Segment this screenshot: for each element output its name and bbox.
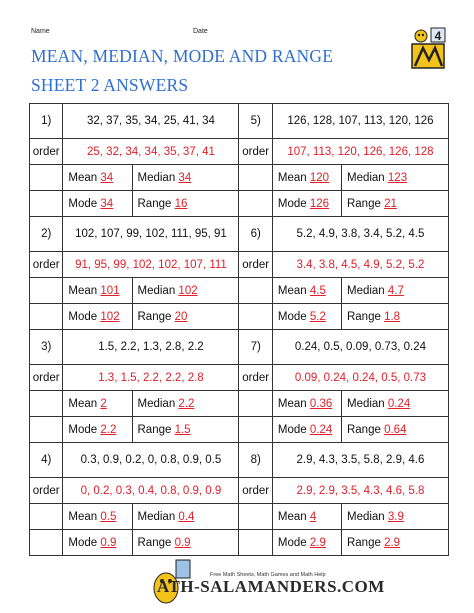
median-label: Median [346,397,385,410]
blank-cell [239,165,272,191]
range-cell [132,191,239,217]
blank-cell [30,165,63,191]
problem-number: 4) [30,443,63,478]
range-label: Range [137,536,172,549]
range-label: Range [346,536,381,549]
problem-row-data [30,104,449,139]
mean-cell [63,504,132,530]
ordered-data: 0.09, 0.24, 0.24, 0.5, 0.73 [272,365,448,391]
problem-row-data [30,330,449,365]
problem-data: 0.3, 0.9, 0.2, 0, 0.8, 0.9, 0.5 [63,443,239,478]
blank-cell [30,191,63,217]
problem-data: 0.24, 0.5, 0.09, 0.73, 0.24 [272,330,448,365]
blank-cell [30,391,63,417]
mode-answer: 34 [100,197,114,210]
range-answer: 1.8 [384,310,401,323]
median-label: Median [137,284,176,297]
mean-cell [272,504,341,530]
median-cell [132,391,239,417]
mean-cell [63,278,132,304]
mode-label: Mode [277,423,307,436]
range-cell [132,417,239,443]
mean-answer: 120 [309,171,330,184]
problem-row-data [30,217,449,252]
mean-answer: 4 [309,510,317,523]
problem-number: 8) [239,443,272,478]
problem-number: 3) [30,330,63,365]
median-answer: 0.4 [178,510,195,523]
footer-tagline: Free Math Sheets, Math Games and Math Help [210,572,326,578]
mode-label: Mode [277,197,307,210]
mean-answer: 4.5 [309,284,326,297]
mean-label: Mean [277,510,307,523]
problem-row-order [30,139,449,165]
mode-answer: 5.2 [309,310,326,323]
mean-cell [272,165,341,191]
answer-table [29,103,449,556]
median-answer: 3.9 [387,510,404,523]
mode-cell [272,417,341,443]
range-label: Range [346,423,381,436]
mode-cell [272,191,341,217]
ordered-data: 1.3, 1.5, 2.2, 2.2, 2.8 [63,365,239,391]
date-label: Date [193,28,208,35]
problem-number: 5) [239,104,272,139]
problem-number: 7) [239,330,272,365]
range-answer: 16 [174,197,188,210]
mode-cell [272,304,341,330]
order-label: order [30,252,63,278]
ordered-data: 25, 32, 34, 34, 35, 37, 41 [63,139,239,165]
ordered-data: 0, 0.2, 0.3, 0.4, 0.8, 0.9, 0.9 [63,478,239,504]
mean-label: Mean [68,510,98,523]
mode-cell [63,191,132,217]
mean-label: Mean [277,284,307,297]
problem-row-meanmed [30,391,449,417]
blank-cell [239,504,272,530]
range-label: Range [137,197,172,210]
range-answer: 2.9 [384,536,401,549]
salamander-grade-4-logo-icon [409,26,447,70]
mean-cell [63,165,132,191]
median-cell [341,165,448,191]
name-label: Name [31,28,50,35]
mean-answer: 34 [100,171,114,184]
mode-answer: 2.9 [309,536,326,549]
range-answer: 21 [384,197,397,210]
median-answer: 34 [178,171,192,184]
problem-row-order [30,365,449,391]
mode-label: Mode [68,423,98,436]
median-answer: 4.7 [387,284,404,297]
range-cell [341,304,448,330]
blank-cell [239,191,272,217]
mean-answer: 0.36 [309,397,333,410]
mode-label: Mode [277,310,307,323]
ordered-data: 91, 95, 99, 102, 102, 107, 111 [63,252,239,278]
median-cell [132,278,239,304]
problem-data: 102, 107, 99, 102, 111, 95, 91 [63,217,239,252]
range-cell [341,191,448,217]
median-answer: 123 [387,171,408,184]
problem-data: 126, 128, 107, 113, 120, 126 [272,104,448,139]
range-answer: 0.9 [174,536,191,549]
order-label: order [239,252,272,278]
mode-cell [63,417,132,443]
mode-answer: 126 [309,197,330,210]
mean-answer: 0.5 [100,510,117,523]
order-label: order [30,478,63,504]
mean-label: Mean [277,171,307,184]
blank-cell [30,278,63,304]
mean-label: Mean [68,171,98,184]
mode-label: Mode [68,197,98,210]
problem-row-meanmed [30,504,449,530]
median-cell [341,278,448,304]
mode-answer: 0.24 [309,423,333,436]
mean-cell [272,278,341,304]
problem-row-moderange [30,304,449,330]
blank-cell [239,417,272,443]
problem-number: 1) [30,104,63,139]
median-cell [132,504,239,530]
order-label: order [30,365,63,391]
ordered-data: 107, 113, 120, 126, 126, 128 [272,139,448,165]
problem-data: 1.5, 2.2, 1.3, 2.8, 2.2 [63,330,239,365]
range-cell [341,417,448,443]
order-label: order [239,478,272,504]
range-label: Range [137,310,172,323]
footer-brand: ATH-SALAMANDERS.COM [157,577,385,596]
range-cell [132,304,239,330]
mean-cell [272,391,341,417]
range-label: Range [137,423,172,436]
range-answer: 1.5 [174,423,191,436]
median-cell [341,391,448,417]
problem-row-moderange [30,191,449,217]
mean-label: Mean [277,397,307,410]
range-label: Range [346,310,381,323]
range-answer: 0.64 [384,423,407,436]
median-answer: 102 [178,284,198,297]
blank-cell [30,417,63,443]
median-label: Median [137,510,176,523]
mode-answer: 0.9 [100,536,117,549]
problem-row-order [30,252,449,278]
problem-data: 32, 37, 35, 34, 25, 41, 34 [63,104,239,139]
problem-number: 6) [239,217,272,252]
mode-label: Mode [68,310,98,323]
problem-row-order [30,478,449,504]
blank-cell [239,278,272,304]
blank-cell [239,304,272,330]
mode-label: Mode [68,536,98,549]
ordered-data: 3.4, 3.8, 4.5, 4.9, 5.2, 5.2 [272,252,448,278]
page-title: MEAN, MEDIAN, MODE AND RANGE [31,46,334,66]
problem-data: 5.2, 4.9, 3.8, 3.4, 5.2, 4.5 [272,217,448,252]
blank-cell [30,504,63,530]
problem-row-data [30,443,449,478]
median-label: Median [346,171,385,184]
mean-label: Mean [68,397,98,410]
problem-row-meanmed [30,165,449,191]
mean-answer: 2 [100,397,107,410]
page-subtitle: SHEET 2 ANSWERS [31,75,189,95]
median-cell [341,504,448,530]
blank-cell [30,304,63,330]
median-label: Median [346,510,385,523]
problem-data: 2.9, 4.3, 3.5, 5.8, 2.9, 4.6 [272,443,448,478]
range-label: Range [346,197,381,210]
median-label: Median [137,397,176,410]
mean-label: Mean [68,284,98,297]
mode-label: Mode [277,536,307,549]
ordered-data: 2.9, 2.9, 3.5, 4.3, 4.6, 5.8 [272,478,448,504]
median-answer: 0.24 [387,397,411,410]
mode-cell [63,304,132,330]
order-label: order [239,139,272,165]
mode-answer: 2.2 [100,423,117,436]
order-label: order [30,139,63,165]
svg-text:4: 4 [434,29,442,43]
median-label: Median [346,284,385,297]
median-label: Median [137,171,176,184]
order-label: order [239,365,272,391]
blank-cell [239,391,272,417]
problem-row-meanmed [30,278,449,304]
median-cell [132,165,239,191]
median-answer: 2.2 [178,397,195,410]
mean-cell [63,391,132,417]
mean-answer: 101 [100,284,120,297]
problem-number: 2) [30,217,63,252]
range-answer: 20 [174,310,188,323]
problem-row-moderange [30,417,449,443]
mode-answer: 102 [100,310,120,323]
